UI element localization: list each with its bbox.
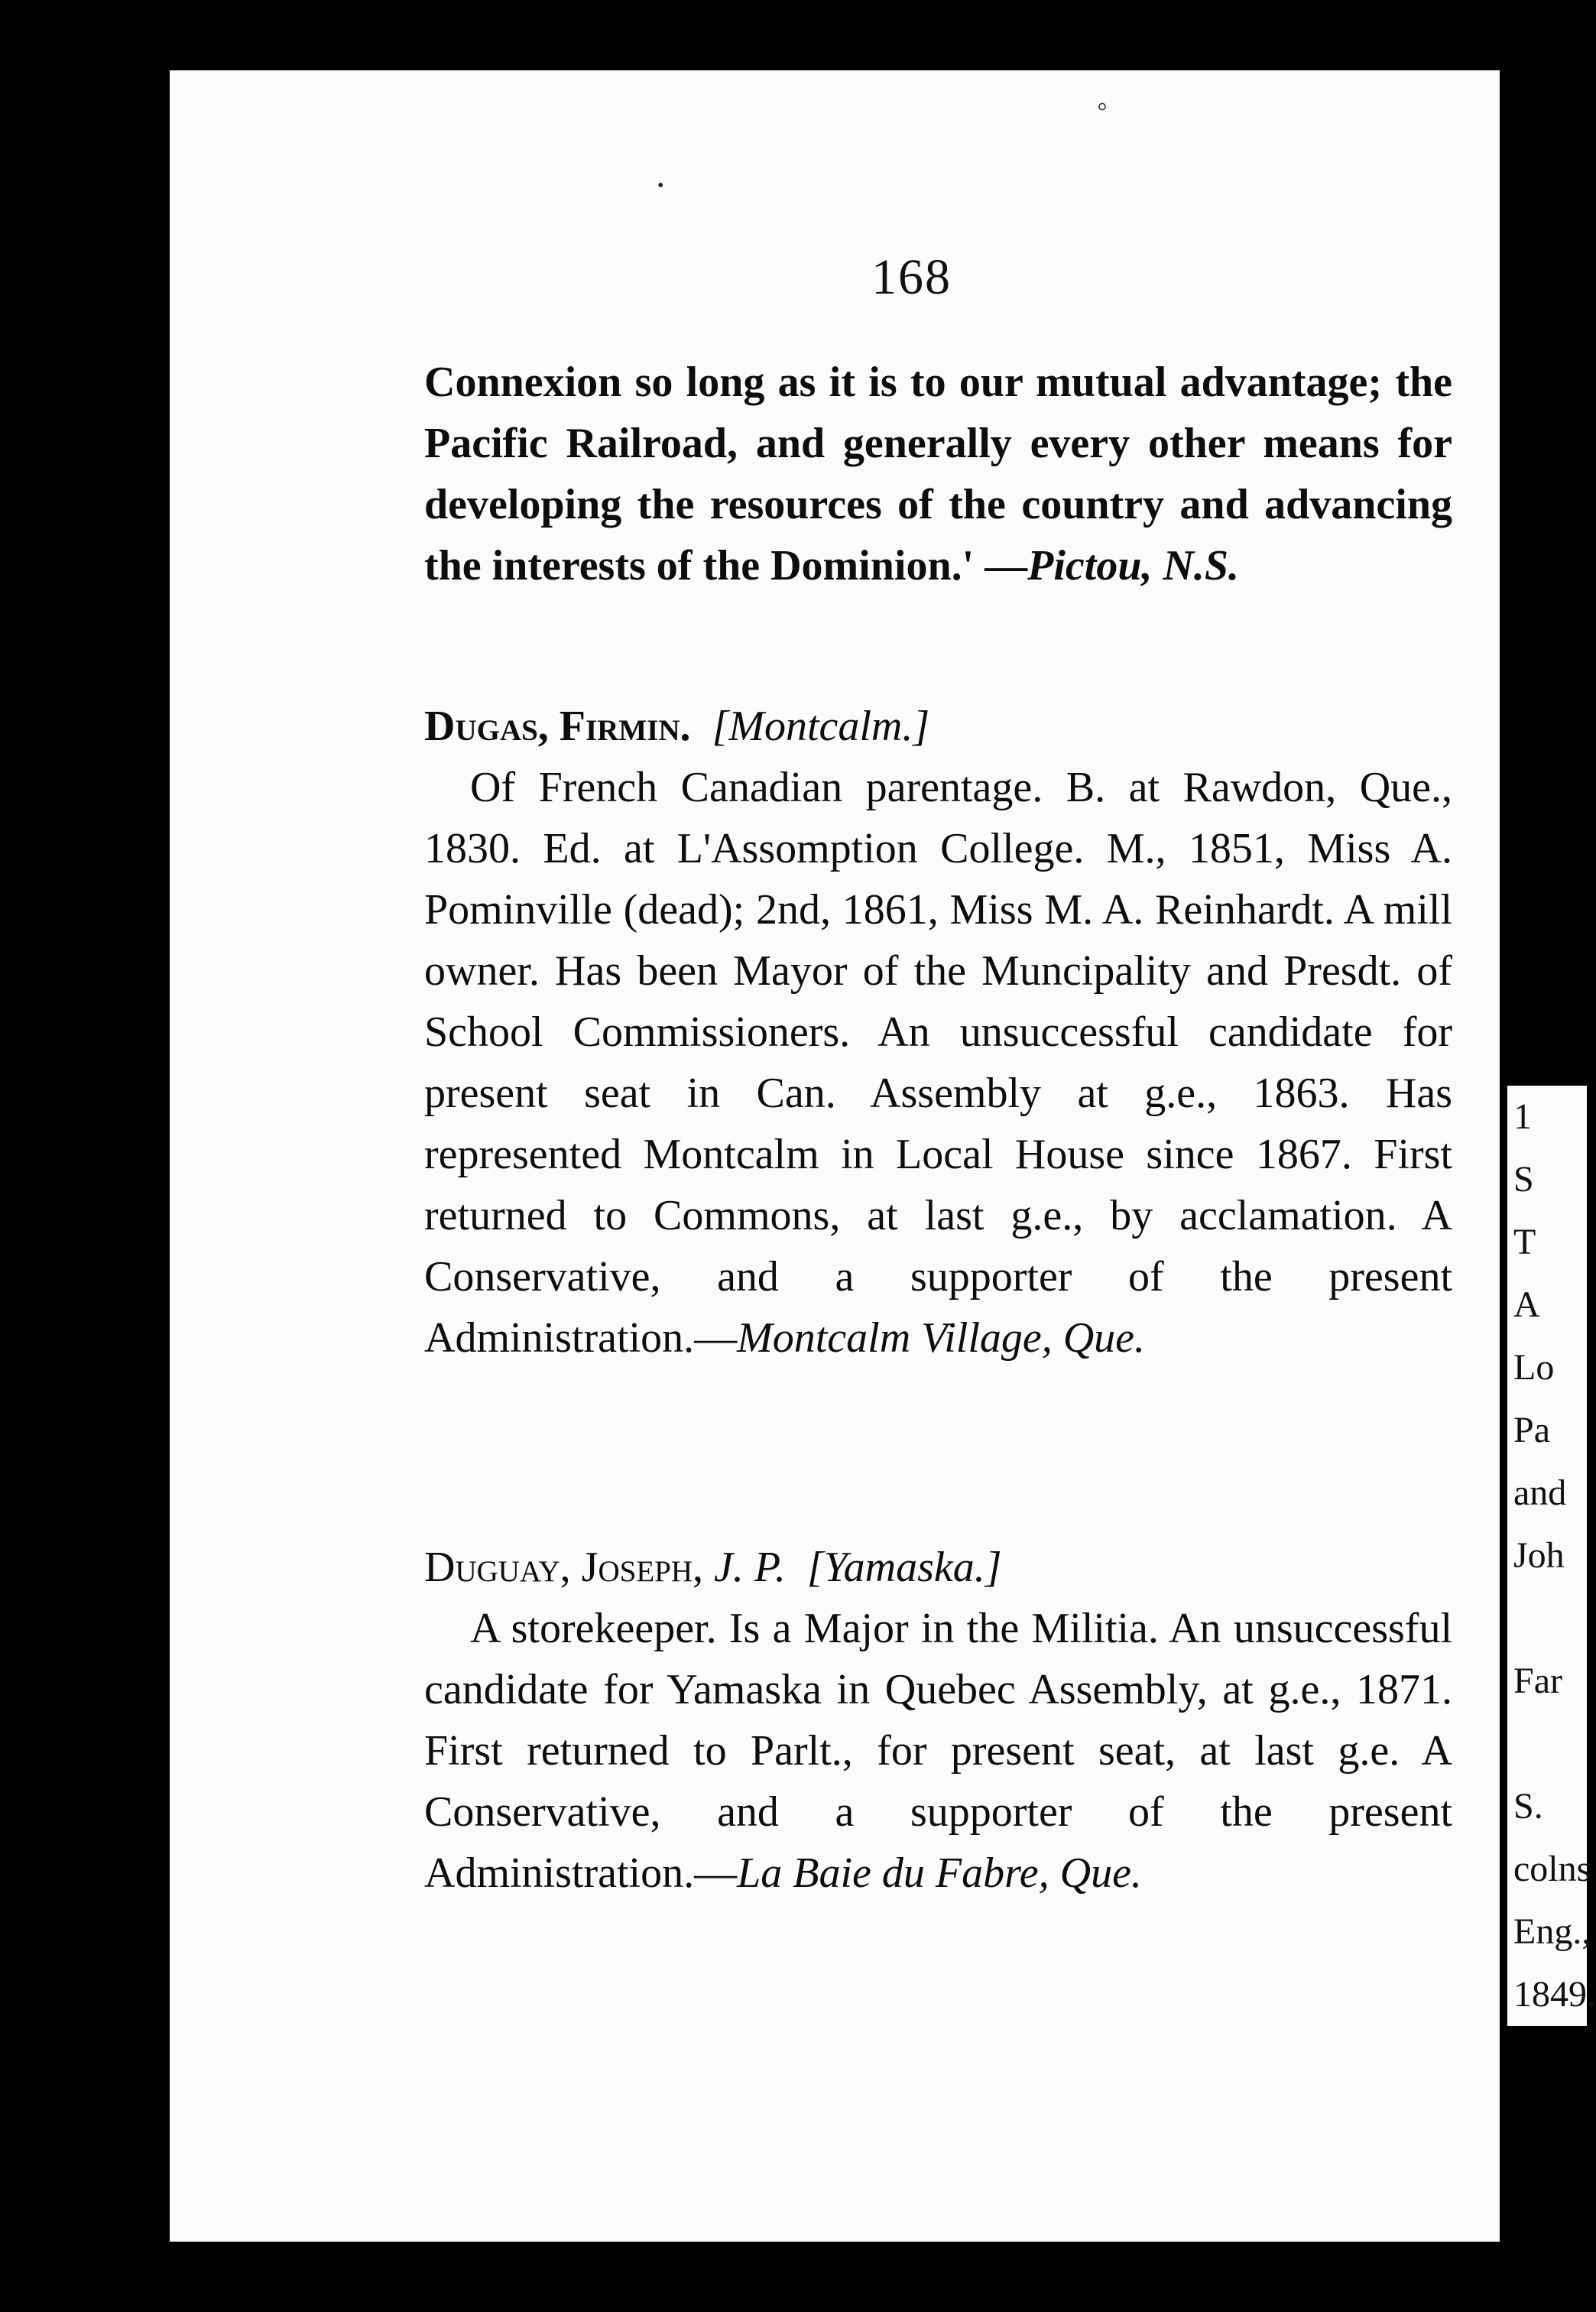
entry-riding: [Montcalm.] xyxy=(712,703,930,750)
entry-surname: Duguay, xyxy=(424,1544,571,1591)
fragment-line: T xyxy=(1513,1222,1536,1262)
entry-heading xyxy=(424,696,1452,757)
fragment-line: Lo xyxy=(1513,1347,1555,1388)
fragment-line: 1849. xyxy=(1513,1974,1596,2015)
entry-heading xyxy=(424,1537,1452,1598)
adjacent-page-fragment xyxy=(1507,1086,1596,2026)
entry-duguay xyxy=(424,1537,1452,1904)
fragment-line: Far xyxy=(1513,1661,1562,1701)
fragment-line: and xyxy=(1513,1473,1567,1513)
page-number: 168 xyxy=(871,249,952,305)
entry-text: Of French Canadian parentage. B. at Rawdon, Que., 1830. Ed. at L'Assomption College. M., 1851, Miss A. Pominville (dead); 2nd, 1861, Miss M. A. Reinhardt. A mill owner. Has been Mayor of the Muncipality and Presdt. of School Commissioners. An unsuccessful candidate for present seat in Can. Assembly at g.e., 1863. Has represented Montcalm in Local House since 1867. First returned to Commons, at last g.e., by acclamation. A Conservative, and a supporter of the present Administration.— xyxy=(424,764,1452,1362)
fragment-line: Pa xyxy=(1513,1410,1550,1450)
fragment-line xyxy=(1513,1587,1587,1650)
ink-speck: ◦ xyxy=(1097,89,1108,123)
entry-riding: [Yamaska.] xyxy=(806,1544,1002,1591)
fragment-line xyxy=(1513,1713,1587,1775)
fragment-line: S xyxy=(1513,1159,1534,1200)
fragment-line: colns xyxy=(1513,1849,1591,1889)
ink-speck: • xyxy=(657,176,664,196)
entry-place: Montcalm Village, Que. xyxy=(737,1314,1146,1362)
continuation-place: Pictou, N.S. xyxy=(1027,542,1240,589)
entry-dugas xyxy=(424,696,1452,1369)
entry-place: La Baie du Fabre, Que. xyxy=(737,1849,1142,1897)
fragment-line: S. xyxy=(1513,1786,1543,1827)
continuation-text: Connexion so long as it is to our mutual advantage; the Pacific Railroad, and generally every other means for developing the resources of the country and advancing the interests of the Dominion.' — xyxy=(424,359,1452,589)
entry-surname: Dugas, xyxy=(424,703,549,750)
fragment-line: Joh xyxy=(1513,1535,1565,1576)
continuation-paragraph xyxy=(424,352,1452,596)
entry-body xyxy=(424,757,1452,1369)
entry-given-name: Joseph, xyxy=(581,1544,704,1591)
entry-given-name: Firmin. xyxy=(559,703,691,750)
fragment-line: Eng., xyxy=(1513,1911,1591,1952)
entry-body xyxy=(424,1598,1452,1904)
fragment-line: 1 xyxy=(1513,1096,1532,1137)
fragment-line: A xyxy=(1513,1284,1540,1325)
entry-title: J. P. xyxy=(714,1544,786,1591)
entry-text: A storekeeper. Is a Major in the Militia. An unsuccessful candidate for Yamaska in Quebec Assembly, at g.e., 1871. First returned to Parlt., for present seat, at last g.e. A Conservative, and a supporter of the present Administration.— xyxy=(424,1605,1452,1897)
